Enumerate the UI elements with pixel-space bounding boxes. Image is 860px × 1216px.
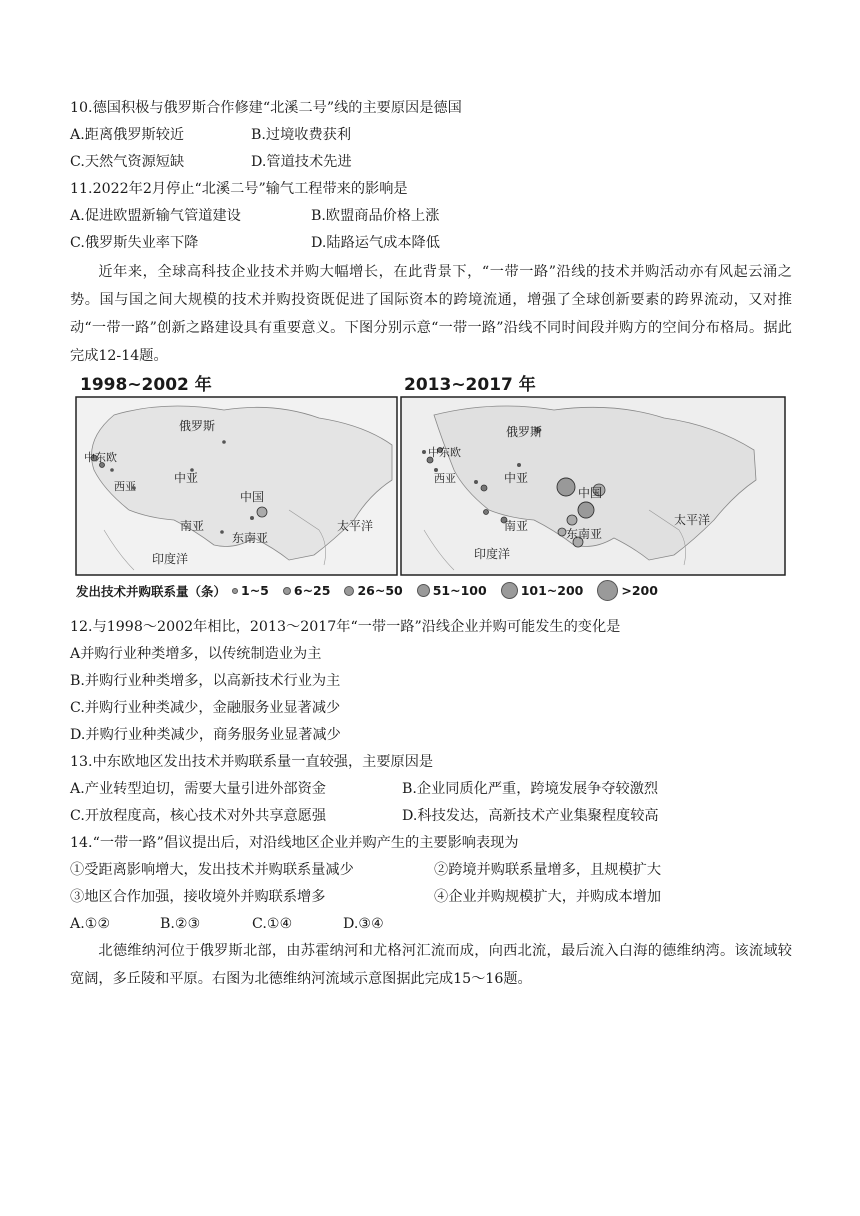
q10-option-d: D.管道技术先进 bbox=[251, 154, 352, 170]
left-label-indian-ocean: 印度洋 bbox=[152, 552, 189, 566]
q10-option-c: C.天然气资源短缺 bbox=[70, 154, 185, 170]
right-label-south-asia: 南亚 bbox=[504, 519, 529, 533]
legend-title: 发出技术并购联系量（条） bbox=[76, 583, 227, 599]
left-panel-title: 1998~2002 年 bbox=[80, 375, 212, 395]
q13-option-d: D.科技发达，高新技术产业集聚程度较高 bbox=[402, 808, 659, 824]
right-dot-sea-2 bbox=[558, 528, 566, 536]
passage-northern-dvina: 北德维纳河位于俄罗斯北部，由苏霍纳河和尤格河汇流而成，向西北流，最后流入白海的德维纳湾。该流域较宽阔，多丘陵和平原。右图为北德维纳河流域示意图据此完成15～16题。 bbox=[70, 943, 792, 987]
q11-option-a: A.促进欧盟新输气管道建设 bbox=[70, 208, 241, 224]
right-dot-west-asia-1 bbox=[474, 480, 478, 484]
legend-item-1: 1~5 bbox=[232, 583, 269, 598]
q14-stem: 14.“一带一路”倡议提出后，对沿线地区企业并购产生的主要影响表现为 bbox=[70, 835, 519, 851]
right-label-cee: 中东欧 bbox=[428, 446, 461, 459]
q12-option-b: B.并购行业种类增多，以高新技术行业为主 bbox=[70, 673, 341, 689]
q14-item-3: ③地区合作加强，接收境外并购联系增多 bbox=[70, 889, 326, 905]
left-dot-china-2 bbox=[250, 516, 254, 520]
right-dot-china-south bbox=[578, 502, 594, 518]
left-dot-russia bbox=[222, 440, 226, 444]
right-label-central-asia: 中亚 bbox=[504, 471, 529, 485]
left-dot-china bbox=[257, 507, 267, 517]
right-label-indian-ocean: 印度洋 bbox=[474, 547, 511, 561]
right-dot-west-asia-2 bbox=[481, 485, 487, 491]
q11-stem: 11.2022年2月停止“北溪二号”输气工程带来的影响是 bbox=[70, 181, 408, 197]
left-label-west-asia: 西亚 bbox=[114, 480, 136, 493]
q12-option-c: C.并购行业种类减少，金融服务业显著减少 bbox=[70, 700, 341, 716]
q14-item-4: ④企业并购规模扩大，并购成本增加 bbox=[434, 889, 662, 905]
q13-option-c: C.开放程度高，核心技术对外共享意愿强 bbox=[70, 808, 327, 824]
q13-option-b: B.企业同质化严重，跨境发展争夺较激烈 bbox=[402, 781, 659, 797]
left-label-cee: 中东欧 bbox=[84, 451, 117, 464]
right-label-russia: 俄罗斯 bbox=[506, 425, 543, 439]
left-label-southeast-asia: 东南亚 bbox=[232, 531, 269, 545]
legend-item-4: 51~100 bbox=[417, 583, 487, 598]
q14-option-b: B.②③ bbox=[160, 916, 201, 932]
legend-item-2: 6~25 bbox=[283, 583, 331, 598]
legend-item-6: >200 bbox=[597, 580, 658, 601]
right-label-pacific: 太平洋 bbox=[674, 513, 711, 527]
q14-item-2: ②跨境并购联系量增多，且规模扩大 bbox=[434, 862, 662, 878]
map-legend bbox=[76, 580, 666, 601]
q10-option-a: A.距离俄罗斯较近 bbox=[70, 127, 185, 143]
q14-option-c: C.①④ bbox=[252, 916, 293, 932]
right-label-southeast-asia: 东南亚 bbox=[566, 527, 603, 541]
right-dot-south-asia-1 bbox=[484, 510, 489, 515]
left-label-russia: 俄罗斯 bbox=[179, 419, 216, 433]
map-svg bbox=[74, 370, 787, 606]
right-dot-sea-1 bbox=[567, 515, 577, 525]
q12-option-d: D.并购行业种类减少，商务服务业显著减少 bbox=[70, 727, 341, 743]
right-dot-cee-1 bbox=[422, 450, 426, 454]
right-dot-china-big bbox=[557, 478, 575, 496]
q14-item-1: ①受距离影响增大，发出技术并购联系量减少 bbox=[70, 862, 354, 878]
left-label-central-asia: 中亚 bbox=[174, 471, 199, 485]
right-label-china: 中国 bbox=[578, 486, 603, 500]
q14-option-a: A.①② bbox=[70, 916, 111, 932]
left-dot-south-asia bbox=[220, 530, 224, 534]
left-label-pacific: 太平洋 bbox=[337, 519, 374, 533]
right-label-west-asia: 西亚 bbox=[434, 472, 456, 485]
q11-option-c: C.俄罗斯失业率下降 bbox=[70, 235, 199, 251]
merger-map-figure bbox=[74, 370, 787, 606]
q13-option-a: A.产业转型迫切，需要大量引进外部资金 bbox=[70, 781, 326, 797]
q13-stem: 13.中东欧地区发出技术并购联系量一直较强，主要原因是 bbox=[70, 754, 434, 770]
q10-stem: 10.德国积极与俄罗斯合作修建“北溪二号”线的主要原因是德国 bbox=[70, 100, 462, 116]
q11-option-b: B.欧盟商品价格上涨 bbox=[311, 208, 440, 224]
right-dot-central-asia bbox=[517, 463, 521, 467]
legend-item-5: 101~200 bbox=[501, 582, 584, 599]
q10-option-b: B.过境收费获利 bbox=[251, 127, 352, 143]
q14-option-d: D.③④ bbox=[343, 916, 384, 932]
left-label-south-asia: 南亚 bbox=[180, 519, 205, 533]
q12-stem: 12.与1998～2002年相比，2013～2017年“一带一路”沿线企业并购可能发生的变化是 bbox=[70, 619, 621, 635]
right-panel-title: 2013~2017 年 bbox=[404, 375, 536, 395]
q12-option-a: A并购行业种类增多，以传统制造业为主 bbox=[70, 646, 322, 662]
q11-option-d: D.陆路运气成本降低 bbox=[311, 235, 440, 251]
legend-item-3: 26~50 bbox=[344, 583, 402, 598]
left-label-china: 中国 bbox=[240, 490, 265, 504]
left-dot-cee-3 bbox=[110, 468, 114, 472]
passage-tech-mergers: 近年来，全球高科技企业技术并购大幅增长，在此背景下，“一带一路”沿线的技术并购活动亦有风起云涌之势。国与国之间大规模的技术并购投资既促进了国际资本的跨境流通，增强了全球创新要素的跨界流动，又对推动“一带一路”创新之路建设具有重要意义。下图分别示意“一带一路”沿线不同时间段并购方的空间分布格局。据此完成12-14题。 bbox=[70, 264, 792, 364]
